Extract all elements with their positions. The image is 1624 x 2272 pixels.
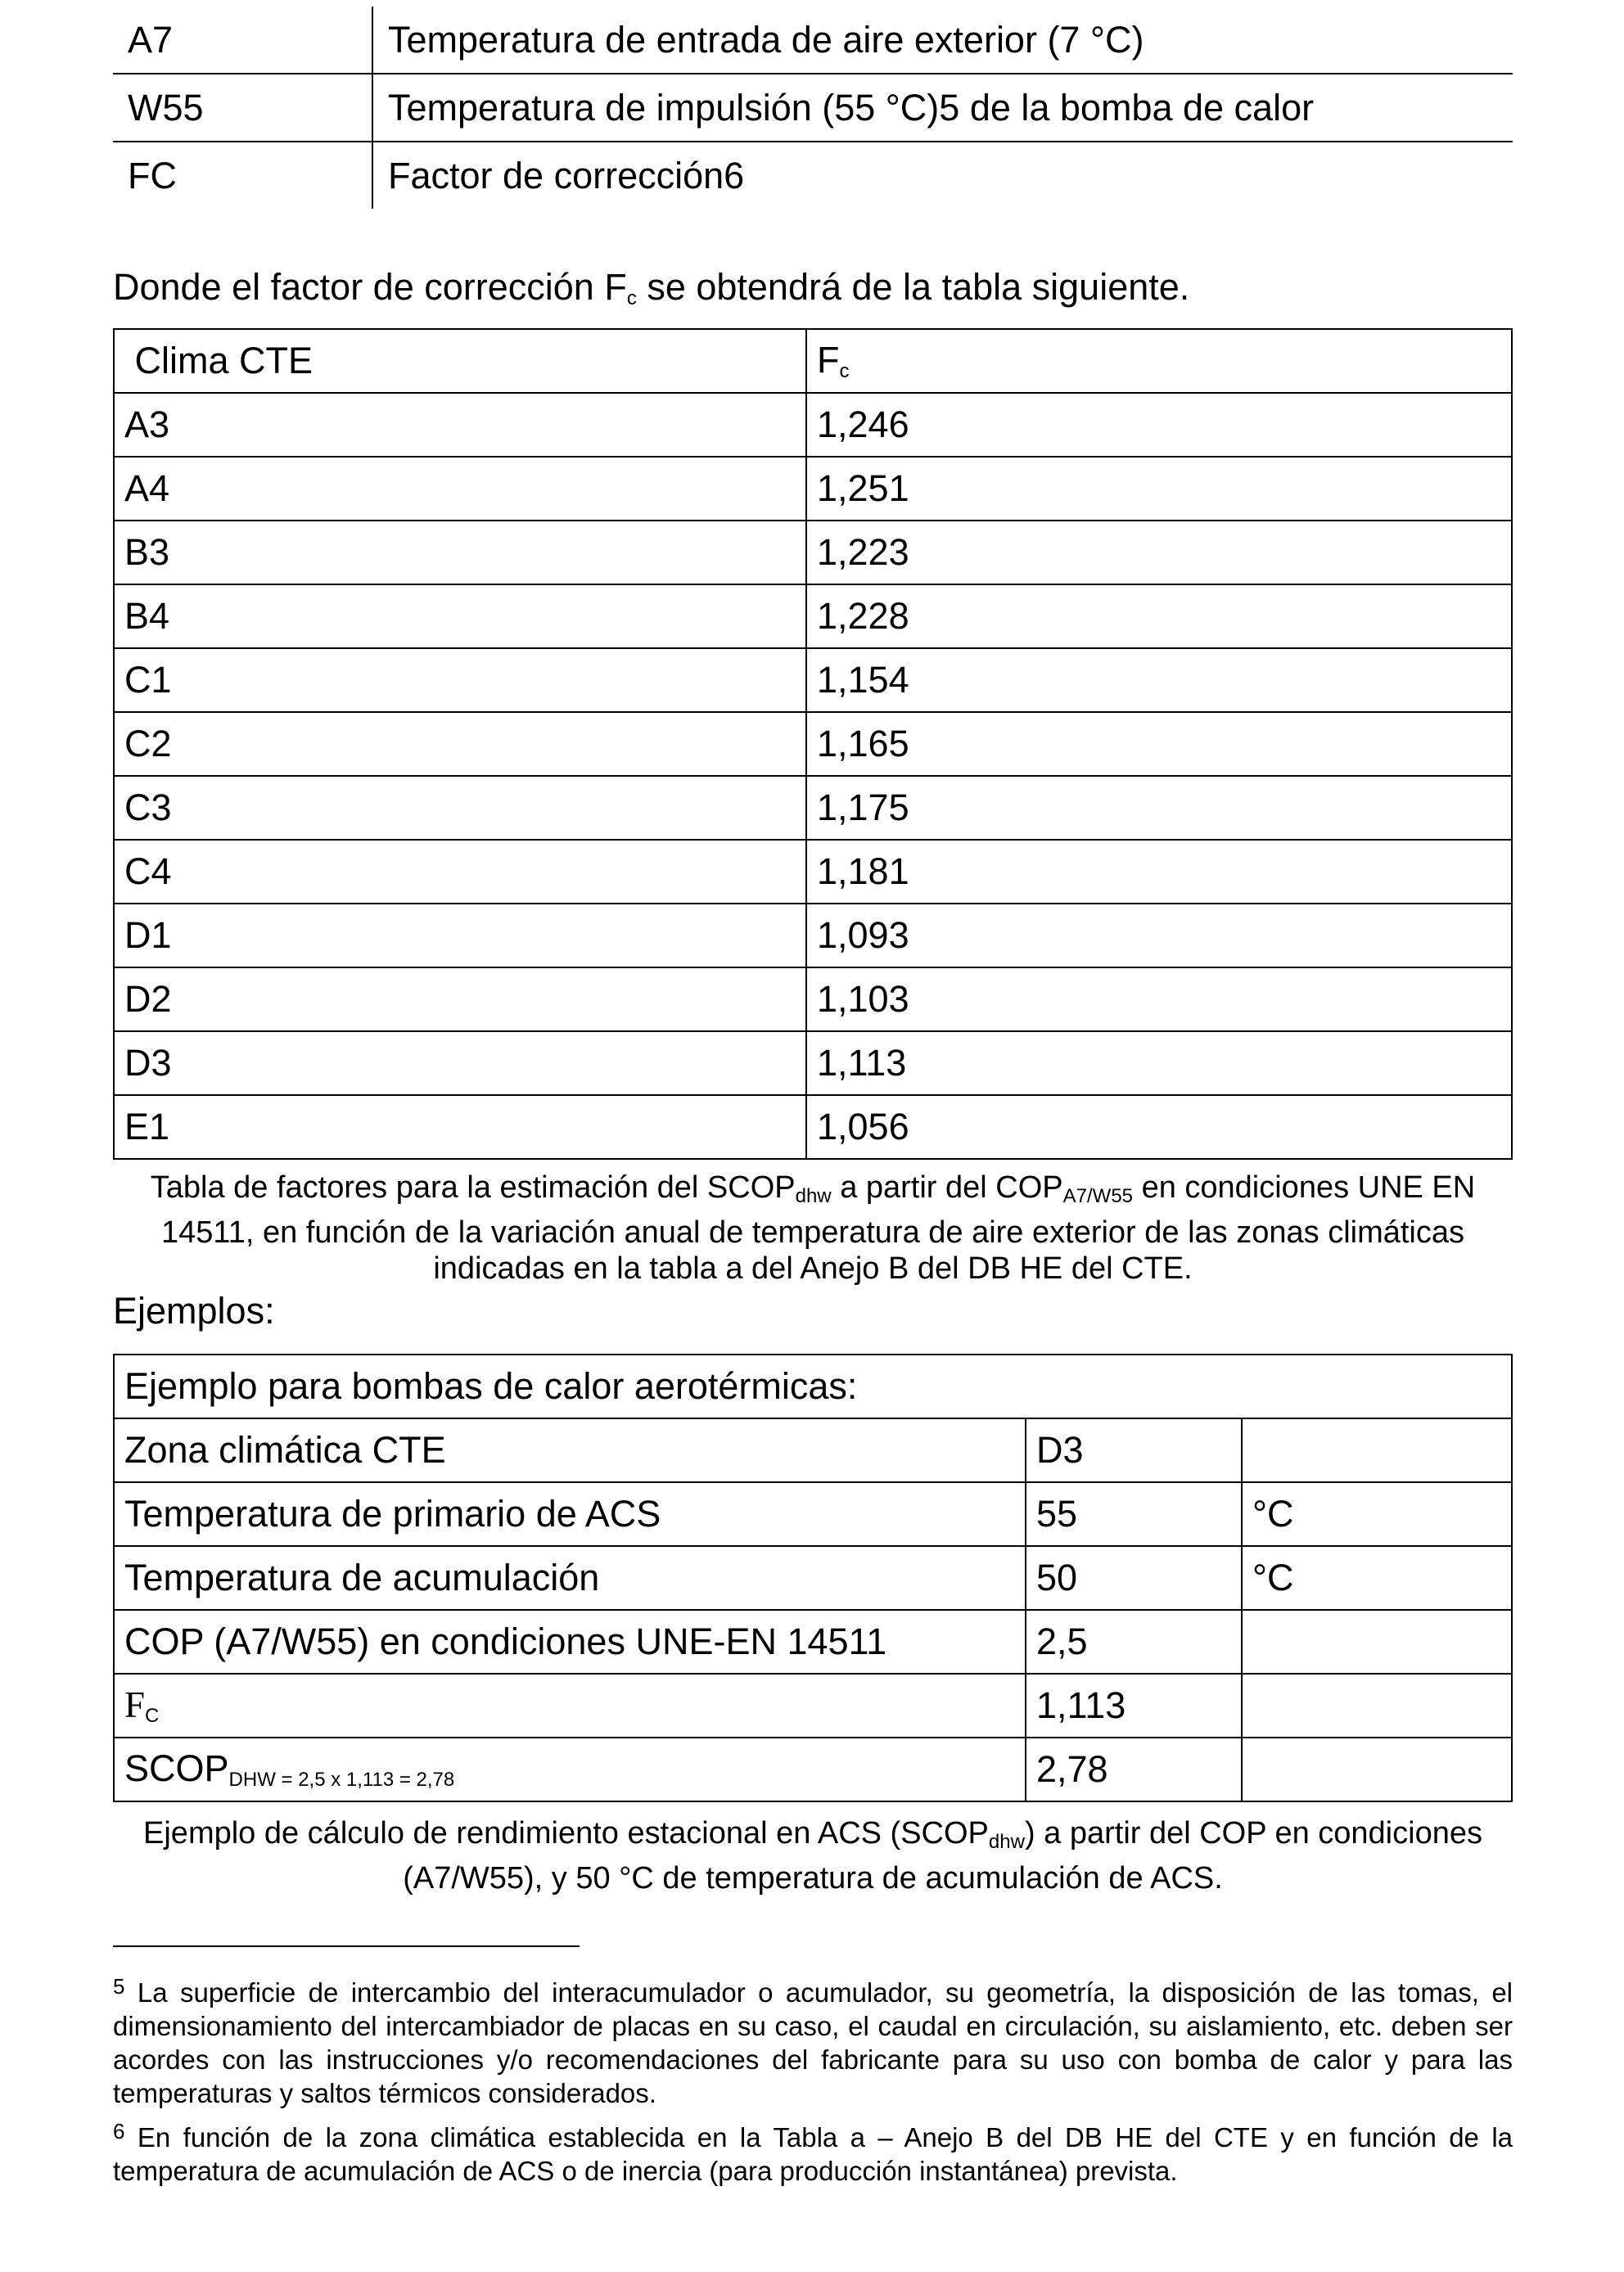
climate-zone-cell: A4: [114, 457, 806, 521]
example-table-body: [114, 1418, 1512, 1674]
ejemplos-label: Ejemplos:: [113, 1290, 275, 1332]
example-table: [113, 1354, 1513, 1802]
fc-table: [113, 328, 1513, 1160]
caption-text: a partir del COP: [831, 1170, 1063, 1205]
fc-label-sub: C: [145, 1705, 160, 1727]
example-value-cell: 50: [1026, 1546, 1242, 1610]
fc-table-row: [114, 1031, 1512, 1095]
footnote-number: 6: [113, 2119, 125, 2144]
fc-table-body: [114, 393, 1512, 1159]
fc-table-row: [114, 457, 1512, 521]
fc-value-cell: 1,246: [806, 393, 1512, 457]
example-label-cell: Temperatura de primario de ACS: [114, 1482, 1026, 1546]
example-row: [114, 1418, 1512, 1482]
footnote-6: [113, 2115, 1513, 2188]
definition-row: [113, 7, 1513, 74]
definition-symbol: FC: [113, 142, 372, 209]
example-unit-cell: [1242, 1610, 1512, 1674]
example-caption-text-end: ) a partir del COP en condiciones (A7/W55), y 50 °C de temperatura de acumulación de ACS.: [403, 1816, 1482, 1896]
climate-zone-cell: B3: [114, 521, 806, 584]
example-unit-cell: °C: [1242, 1482, 1512, 1546]
fc-value-cell: 1,056: [806, 1095, 1512, 1159]
fc-value-cell: 1,165: [806, 712, 1512, 776]
definition-text: Temperatura de impulsión (55 °C)5 de la bomba de calor: [372, 74, 1513, 142]
fc-table-row: [114, 712, 1512, 776]
fc-value-cell: 1,181: [806, 840, 1512, 904]
example-row: [114, 1546, 1512, 1610]
example-fc-value: 1,113: [1026, 1674, 1242, 1738]
footnote-number: 5: [113, 1974, 125, 1999]
caption-sub-dhw: dhw: [795, 1185, 832, 1207]
example-caption: [113, 1815, 1513, 1896]
fc-table-row: [114, 393, 1512, 457]
fc-table-header: [114, 329, 1512, 393]
definition-symbol: W55: [113, 74, 372, 142]
definition-row: [113, 142, 1513, 209]
header-climate: [114, 329, 806, 393]
definition-text: Factor de corrección6: [388, 154, 745, 196]
footnote-5: [113, 1970, 1513, 2110]
header-fc-main: F: [817, 339, 840, 381]
fc-table-row: [114, 1095, 1512, 1159]
caption-sub-a7w55: A7/W55: [1062, 1185, 1134, 1207]
intro-subscript: c: [626, 287, 637, 309]
example-fc-unit: [1242, 1674, 1512, 1738]
fc-table-row: [114, 648, 1512, 712]
definition-text: Temperatura de entrada de aire exterior (7 °C): [372, 7, 1513, 74]
definition-row: [113, 74, 1513, 142]
definitions-table: [113, 7, 1513, 209]
fc-value-cell: 1,103: [806, 967, 1512, 1031]
climate-zone-cell: C1: [114, 648, 806, 712]
example-caption-sub: dhw: [988, 1831, 1025, 1853]
fc-value-cell: 1,251: [806, 457, 1512, 521]
header-climate-label: Clima CTE: [134, 340, 314, 381]
climate-zone-cell: A3: [114, 393, 806, 457]
fc-value-cell: 1,223: [806, 521, 1512, 584]
fc-value-cell: 1,154: [806, 648, 1512, 712]
example-title: Ejemplo para bombas de calor aerotérmicas:: [114, 1355, 1512, 1418]
climate-zone-cell: C4: [114, 840, 806, 904]
caption-text: en condiciones UNE EN 14511, en función de la variación anual de temperatura de aire exterior de las zonas climáticas indicadas en la tabla a del Anejo B del DB HE del CTE.: [160, 1170, 1476, 1286]
intro-paragraph: [113, 266, 1513, 310]
fc-table-row: [114, 521, 1512, 584]
header-fc-sub: c: [839, 360, 850, 382]
example-row-fc: [114, 1674, 1512, 1738]
document-page: [113, 0, 1513, 2193]
fc-value-cell: 1,093: [806, 904, 1512, 967]
example-label-cell: Temperatura de acumulación: [114, 1546, 1026, 1610]
footnotes: [113, 1970, 1513, 2188]
example-row-scop: [114, 1738, 1512, 1801]
fc-table-row: [114, 584, 1512, 648]
fc-table-row: [114, 840, 1512, 904]
climate-zone-cell: D3: [114, 1031, 806, 1095]
climate-zone-cell: B4: [114, 584, 806, 648]
climate-zone-cell: D2: [114, 967, 806, 1031]
example-title-row: [114, 1355, 1512, 1418]
example-label-cell: COP (A7/W55) en condiciones UNE-EN 14511: [114, 1610, 1026, 1674]
definition-symbol: A7: [113, 7, 372, 74]
fc-table-row: [114, 967, 1512, 1031]
fc-value-cell: 1,228: [806, 584, 1512, 648]
header-fc: [806, 329, 1512, 393]
climate-zone-cell: C2: [114, 712, 806, 776]
example-label-cell: Zona climática CTE: [114, 1418, 1026, 1482]
intro-text: Donde el factor de corrección F: [113, 266, 627, 308]
fc-table-row: [114, 776, 1512, 840]
scop-label-main: SCOP: [124, 1747, 229, 1789]
footnote-text: En función de la zona climática establecida en la Tabla a – Anejo B del DB HE del CTE y en función de la temperatura de acumulación de ACS o de inercia (para producción instantánea) prevista.: [113, 2122, 1513, 2186]
footnote-text: La superficie de intercambio del interacumulador o acumulador, su geometría, la disposición de las tomas, el dimensionamiento del intercambiador de placas en su caso, el caudal en circulación, su aislamiento, etc. deben ser acordes con las instrucciones y/o recomendaciones del fabricante para su uso con bomba de calor y para las temperaturas y saltos térmicos considerados.: [113, 1977, 1513, 2108]
climate-zone-cell: E1: [114, 1095, 806, 1159]
example-unit-cell: [1242, 1418, 1512, 1482]
example-row: [114, 1610, 1512, 1674]
example-scop-value: 2,78: [1026, 1738, 1242, 1801]
example-unit-cell: °C: [1242, 1546, 1512, 1610]
example-caption-text: Ejemplo de cálculo de rendimiento estacional en ACS (SCOP: [143, 1816, 989, 1851]
fc-label-main: F: [124, 1684, 146, 1725]
example-value-cell: 2,5: [1026, 1610, 1242, 1674]
scop-label-sub: DHW = 2,5 x 1,113 = 2,78: [228, 1769, 455, 1791]
climate-zone-cell: D1: [114, 904, 806, 967]
fc-table-caption: [113, 1170, 1513, 1287]
fc-table-row: [114, 904, 1512, 967]
example-scop-unit: [1242, 1738, 1512, 1801]
example-fc-label: [114, 1674, 1026, 1738]
climate-zone-cell: C3: [114, 776, 806, 840]
caption-text: Tabla de factores para la estimación del SCOP: [150, 1170, 796, 1205]
fc-value-cell: 1,175: [806, 776, 1512, 840]
fc-value-cell: 1,113: [806, 1031, 1512, 1095]
footnote-divider: [113, 1945, 580, 1947]
intro-text-end: se obtendrá de la tabla siguiente.: [636, 266, 1190, 308]
example-scop-label: [114, 1738, 1026, 1801]
example-row: [114, 1482, 1512, 1546]
example-value-cell: D3: [1026, 1418, 1242, 1482]
example-value-cell: 55: [1026, 1482, 1242, 1546]
